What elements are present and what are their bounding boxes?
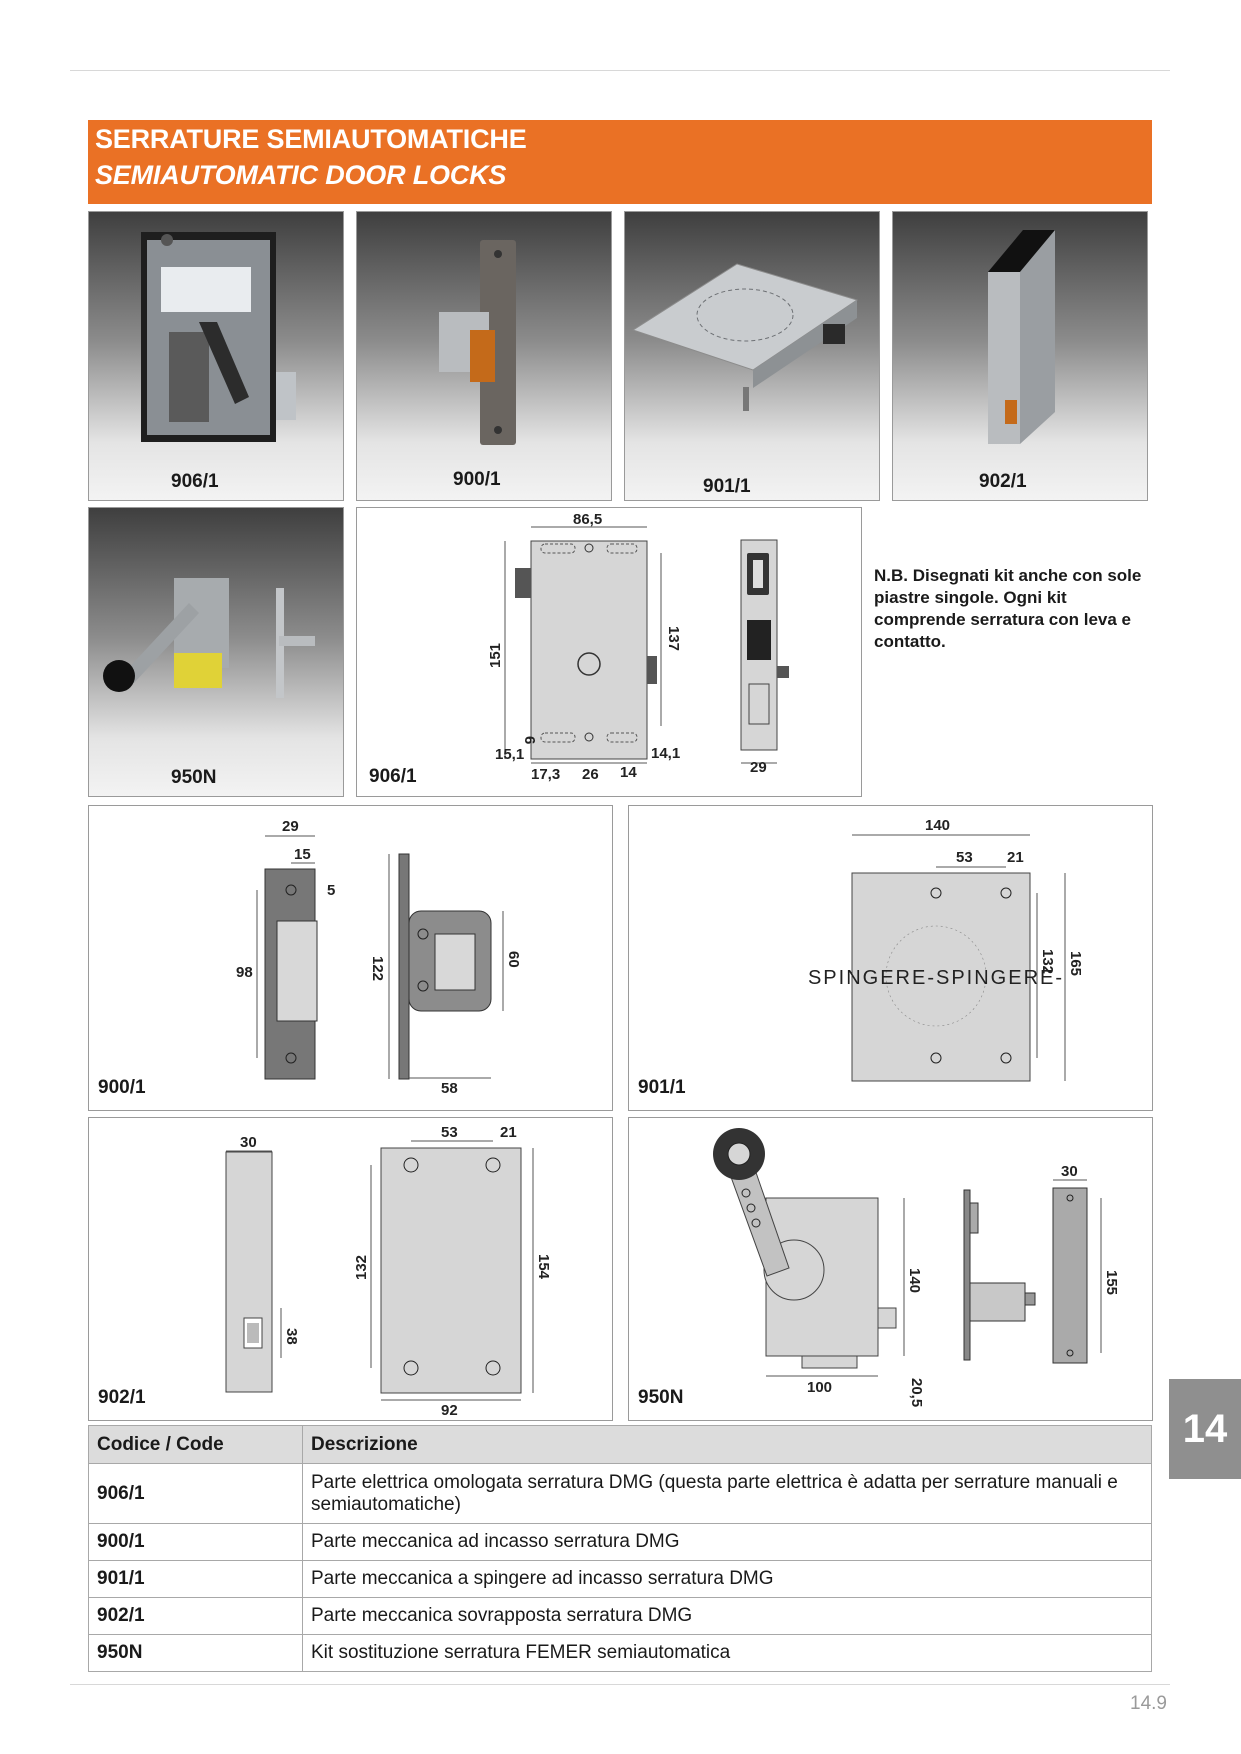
photo-900-1 [356, 211, 612, 501]
photo-906-1 [88, 211, 344, 501]
photo-label: 902/1 [979, 471, 1027, 492]
dim-26: 26 [582, 766, 599, 783]
photo-label: 901/1 [703, 476, 751, 497]
cell-description: Parte meccanica ad incasso serratura DMG [303, 1524, 1152, 1561]
drawing-label: 950N [638, 1387, 684, 1408]
photo-902-1 [892, 211, 1148, 501]
dim-29: 29 [282, 818, 299, 835]
lock-906-1-image [89, 212, 343, 462]
dim-20-5: 20,5 [908, 1378, 925, 1408]
photo-901-1 [624, 211, 880, 501]
dim-165: 165 [1067, 951, 1084, 977]
section-tab: 14 [1169, 1379, 1241, 1479]
cell-description: Parte meccanica a spingere ad incasso serratura DMG [303, 1561, 1152, 1598]
dim-29: 29 [750, 759, 767, 776]
drawing-906-1-svg [357, 508, 861, 796]
dim-154: 154 [535, 1254, 552, 1280]
header-title-en: SEMIAUTOMATIC DOOR LOCKS [95, 160, 507, 190]
cell-code: 900/1 [89, 1524, 303, 1561]
dim-15-1: 15,1 [495, 746, 525, 763]
codes-table [88, 1425, 1152, 1672]
drawing-901-1 [628, 805, 1153, 1111]
dim-137: 137 [665, 626, 682, 652]
photo-label: 900/1 [453, 469, 501, 490]
dim-14-1: 14,1 [651, 745, 681, 762]
dim-17-3: 17,3 [531, 766, 561, 783]
dim-30: 30 [1061, 1163, 1078, 1180]
cell-description: Kit sostituzione serratura FEMER semiautomatica [303, 1635, 1152, 1672]
bottom-divider [70, 1684, 1170, 1685]
table-row [89, 1464, 1152, 1524]
dim-100: 100 [807, 1379, 833, 1396]
dim-5: 5 [327, 882, 336, 899]
dim-6: 6 [521, 736, 538, 745]
header-code: Codice / Code [89, 1426, 303, 1464]
table-row [89, 1561, 1152, 1598]
dim-140: 140 [925, 817, 951, 834]
drawing-902-1 [88, 1117, 613, 1421]
dim-38: 38 [283, 1328, 300, 1345]
dim-58: 58 [441, 1080, 458, 1097]
table-row [89, 1598, 1152, 1635]
cell-code: 902/1 [89, 1598, 303, 1635]
cell-code: 950N [89, 1635, 303, 1672]
cell-code: 906/1 [89, 1464, 303, 1524]
lock-902-1-image [893, 212, 1147, 462]
note-text: N.B. Disegnati kit anche con sole piastre singole. Ogni kit comprende serratura con leva e contatto. [874, 566, 1142, 651]
dim-122: 122 [369, 956, 386, 982]
drawing-901-1-svg [629, 806, 1152, 1110]
photo-label: 950N [171, 767, 217, 788]
dim-151: 151 [487, 642, 504, 668]
drawing-label: 901/1 [638, 1077, 686, 1098]
drawing-906-1 [356, 507, 862, 797]
drawing-label: 902/1 [98, 1387, 146, 1408]
table-header-row [89, 1426, 1152, 1464]
dim-30: 30 [240, 1134, 257, 1151]
cell-description: Parte meccanica sovrapposta serratura DMG [303, 1598, 1152, 1635]
drawing-label: 900/1 [98, 1077, 146, 1098]
stamp-text: SPINGERE-SPINGERE- [807, 967, 1065, 989]
lock-900-1-image [357, 212, 611, 462]
dim-14: 14 [620, 764, 637, 781]
dim-132: 132 [1039, 949, 1056, 975]
table-row [89, 1524, 1152, 1561]
dim-132: 132 [353, 1254, 370, 1280]
dim-60: 60 [505, 951, 522, 968]
dim-21: 21 [500, 1124, 517, 1141]
drawing-950n [628, 1117, 1153, 1421]
section-header [88, 120, 1152, 204]
lock-901-1-image [625, 212, 879, 462]
dim-98: 98 [236, 964, 253, 981]
photo-label: 906/1 [171, 471, 219, 492]
dim-53: 53 [956, 849, 973, 866]
dim-15: 15 [294, 846, 311, 863]
dim-86-5: 86,5 [573, 511, 603, 528]
drawing-900-1 [88, 805, 613, 1111]
cell-code: 901/1 [89, 1561, 303, 1598]
drawing-902-1-svg [89, 1118, 612, 1420]
drawing-950n-svg [629, 1118, 1152, 1420]
lock-950n-image [89, 508, 343, 758]
dim-21: 21 [1007, 849, 1024, 866]
photo-950n [88, 507, 344, 797]
header-title-it: SERRATURE SEMIAUTOMATICHE [95, 124, 527, 154]
drawing-label: 906/1 [369, 766, 417, 787]
page-number: 14.9 [1130, 1693, 1167, 1714]
dim-155: 155 [1103, 1270, 1120, 1296]
top-divider [70, 70, 1170, 71]
drawing-900-1-svg [89, 806, 612, 1110]
cell-description: Parte elettrica omologata serratura DMG (questa parte elettrica è adatta per serrature manuali e semiautomatiche) [303, 1464, 1152, 1524]
dim-53: 53 [441, 1124, 458, 1141]
header-description: Descrizione [303, 1426, 1152, 1464]
table-row [89, 1635, 1152, 1672]
dim-140: 140 [906, 1268, 923, 1294]
dim-92: 92 [441, 1402, 458, 1419]
